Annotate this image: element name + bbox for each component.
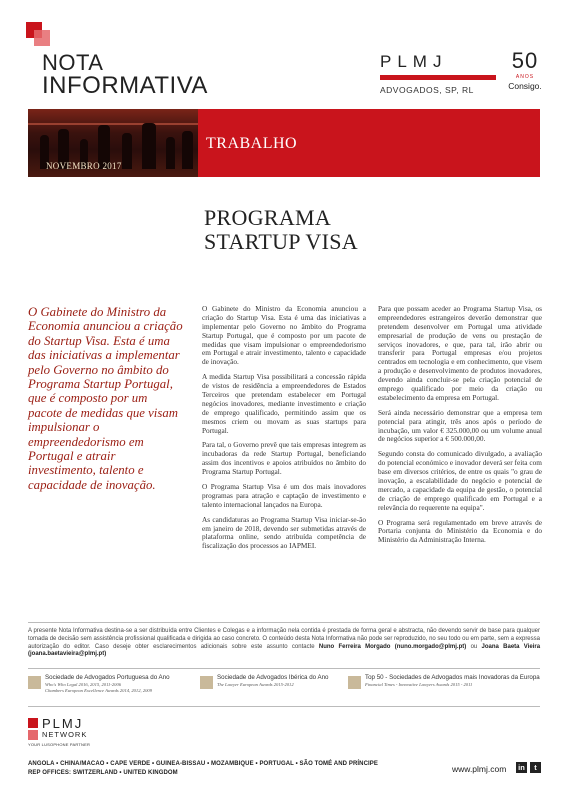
article-title-line1: PROGRAMA — [204, 205, 332, 230]
network-label: NETWORK — [42, 730, 88, 739]
countries-list: ANGOLA • CHINA/MACAO • CAPE VERDE • GUINEA-BISSAU • MOZAMBIQUE • PORTUGAL • SÃO TOMÉ AND PRÍNCIPE — [28, 761, 378, 767]
photo-figure — [166, 137, 175, 169]
awards-divider — [28, 668, 540, 669]
award-badge-icon — [200, 676, 213, 689]
award-source: Chambers European Excellence Awards 2014, 2012, 2009 — [45, 688, 153, 693]
disclaimer-text: A presente Nota Informativa destina-se a ser distribuída entre Clientes e Colegas e a informação nela contida é prestada de forma geral e abstracta, não devendo servir de base para qualquer tomada de decisão sem assistência profissional qualificada e dirigida ao caso concreto. O conteúdo desta Nota Informativa não pode ser reproduzido, no seu todo ou em parte, sem a expressa autorização do editor. Caso deseje obter esclarecimentos adicionais sobre este assunto contacte — [28, 628, 540, 650]
lead-paragraph: O Gabinete do Ministro da Economia anunciou a criação do Startup Visa. Esta é uma das iniciativas a implementar pelo Governo no âmbito do Programa Startup Portugal, que é composto por um pacote de medidas que visam impulsionar o empreendedorismo em Portugal e atrair investimento, talento e capacidade de inovação. — [28, 305, 183, 492]
practice-area: TRABALHO — [206, 135, 298, 152]
award-badge-icon — [28, 676, 41, 689]
award-source: Who's Who Legal 2016, 2015, 2011-2006 — [45, 682, 122, 687]
twitter-icon[interactable]: t — [530, 762, 541, 773]
firm-logo — [380, 52, 496, 95]
award-source: Financial Times - Innovative Lawyers Awards 2015 - 2011 — [365, 682, 473, 687]
photo-rail — [28, 123, 198, 125]
award-item — [200, 674, 360, 700]
paragraph: Segundo consta do comunicado divulgado, a avaliação do potencial económico e inovador deverá ser feita com base em diversos critérios, de entre os quais "o grau de inovação, a escalabilidade do negócio e potencial de mercado, a capacidade da equipa de gestão, o potencial de criação de emprego qualificado em Portugal e a relevância do requerente na equipa". — [378, 449, 542, 512]
publication-date: NOVEMBRO 2017 — [46, 161, 122, 171]
corner-square-light — [34, 30, 50, 46]
linkedin-icon[interactable]: in — [516, 762, 527, 773]
rep-offices: REP OFFICES: SWITZERLAND • UNITED KINGDOM — [28, 769, 178, 776]
award-item — [348, 674, 538, 700]
award-badge-icon — [348, 676, 361, 689]
anniversary-label: ANOS — [515, 74, 535, 80]
contact-joiner: ou — [470, 643, 478, 650]
photo-figure — [182, 131, 193, 169]
firm-name: PLMJ — [380, 52, 448, 71]
document-type-line2: INFORMATIVA — [42, 72, 208, 99]
award-source: The Lawyer European Awards 2015-2012 — [217, 682, 294, 687]
award-title: Sociedade de Advogados Portuguesa do Ano — [45, 674, 170, 681]
award-title: Top 50 - Sociedades de Advogados mais Inovadoras da Europa — [365, 674, 540, 681]
paragraph: Para tal, o Governo prevê que tais empresas integrem as incubadoras da rede Startup Portugal, beneficiando assim dos incentivos e apoios atribuídos no âmbito do Programa Startup Portugal. — [202, 440, 366, 477]
photo-figure — [142, 123, 156, 169]
paragraph: Para que possam aceder ao Programa Startup Visa, os empreendedores estrangeiros deverão demonstrar que pretendem desenvolver em Portugal uma atividade empresarial de produção de vens ou prestação de serviços inovadores, e que, para tal, irão abrir ou transferir para Portugal empresas e/ou projetos centrados em tecnologia e em conhecimento, que visem a produção e desenvolvimento de produtos inovadores, devendo ainda concluir-se pela criação potencial de emprego qualificado por meio da criação ou estabelecimento da empresa em Portugal. — [378, 304, 542, 402]
award-title: Sociedade de Advogados Ibérica do Ano — [217, 674, 329, 681]
photo-figure — [122, 133, 132, 169]
paragraph: O Programa será regulamentado em breve através de Portaria conjunta do Ministério da Economia e do Ministério da Administração Interna. — [378, 517, 542, 545]
paragraph: As candidaturas ao Programa Startup Visa iniciar-se-ão em janeiro de 2018, devendo ser submetidas através de plataforma online, sendo atribuída competência de fiscalização dos processos ao IAPMEI. — [202, 514, 366, 551]
footer-divider — [28, 622, 540, 623]
band-photo — [28, 109, 198, 177]
network-name: PLMJ — [42, 716, 84, 731]
anniversary-logo — [500, 48, 550, 91]
contact-name: Nuno Ferreira Morgado — [318, 643, 391, 650]
contact-email-link[interactable]: (joana.baetavieira@plmj.pt) — [28, 651, 107, 658]
document-type-line1: NOTA — [42, 50, 104, 75]
body-column-2 — [202, 305, 366, 557]
practice-area-panel — [198, 109, 540, 177]
office-countries — [28, 760, 378, 777]
awards-row — [28, 674, 540, 702]
firm-logo-bar — [380, 75, 496, 80]
website-link[interactable]: www.plmj.com — [452, 764, 507, 774]
header-band — [28, 109, 540, 177]
paragraph: O Programa Startup Visa é um dos mais inovadores programas para atração e captação de investimento e talento internacional lançados na Europa. — [202, 482, 366, 509]
anniversary-tagline: Consigo. — [508, 81, 542, 91]
paragraph: O Gabinete do Ministro da Economia anunciou a criação do Startup Visa. Esta é uma das iniciativas a implementar pelo Governo no âmbito do Programa Startup Portugal, que é composto por um pacote de medidas que visam impulsionar o empreendedorismo em Portugal e atrair investimento, talento e capacidade de inovação. — [202, 304, 366, 367]
anniversary-number: 50 — [511, 48, 539, 73]
article-title — [204, 206, 358, 254]
network-divider — [28, 706, 540, 707]
firm-subtitle: ADVOGADOS, SP, RL — [380, 85, 474, 95]
network-square-light — [28, 730, 38, 740]
document-type-title — [42, 52, 208, 98]
award-item — [28, 674, 198, 700]
paragraph: A medida Startup Visa possibilitará a concessão rápida de vistos de residência a empreendedores de Estados Terceiros que pretendam estabelecer em Portugal negócios inovadores, mediante investimento e criação de emprego qualificado, permitindo assim que os mesmos criem ou movam as suas startups para Portugal. — [202, 372, 366, 435]
contact-email-link[interactable]: (nuno.morgado@plmj.pt) — [394, 643, 467, 650]
paragraph: Será ainda necessário demonstrar que a empresa tem potencial para atingir, três anos após o período de incubação, um valor € 325.000,00 ou um volume anual de negócios superior a € 500.000,00. — [378, 407, 542, 444]
disclaimer — [28, 628, 540, 659]
contact-name: Joana Baeta Vieira — [481, 643, 541, 650]
network-square-dark — [28, 718, 38, 728]
body-column-3 — [378, 305, 542, 551]
article-title-line2: STARTUP VISA — [204, 229, 358, 255]
network-tagline: YOUR LUSOPHONE PARTNER — [28, 742, 91, 747]
